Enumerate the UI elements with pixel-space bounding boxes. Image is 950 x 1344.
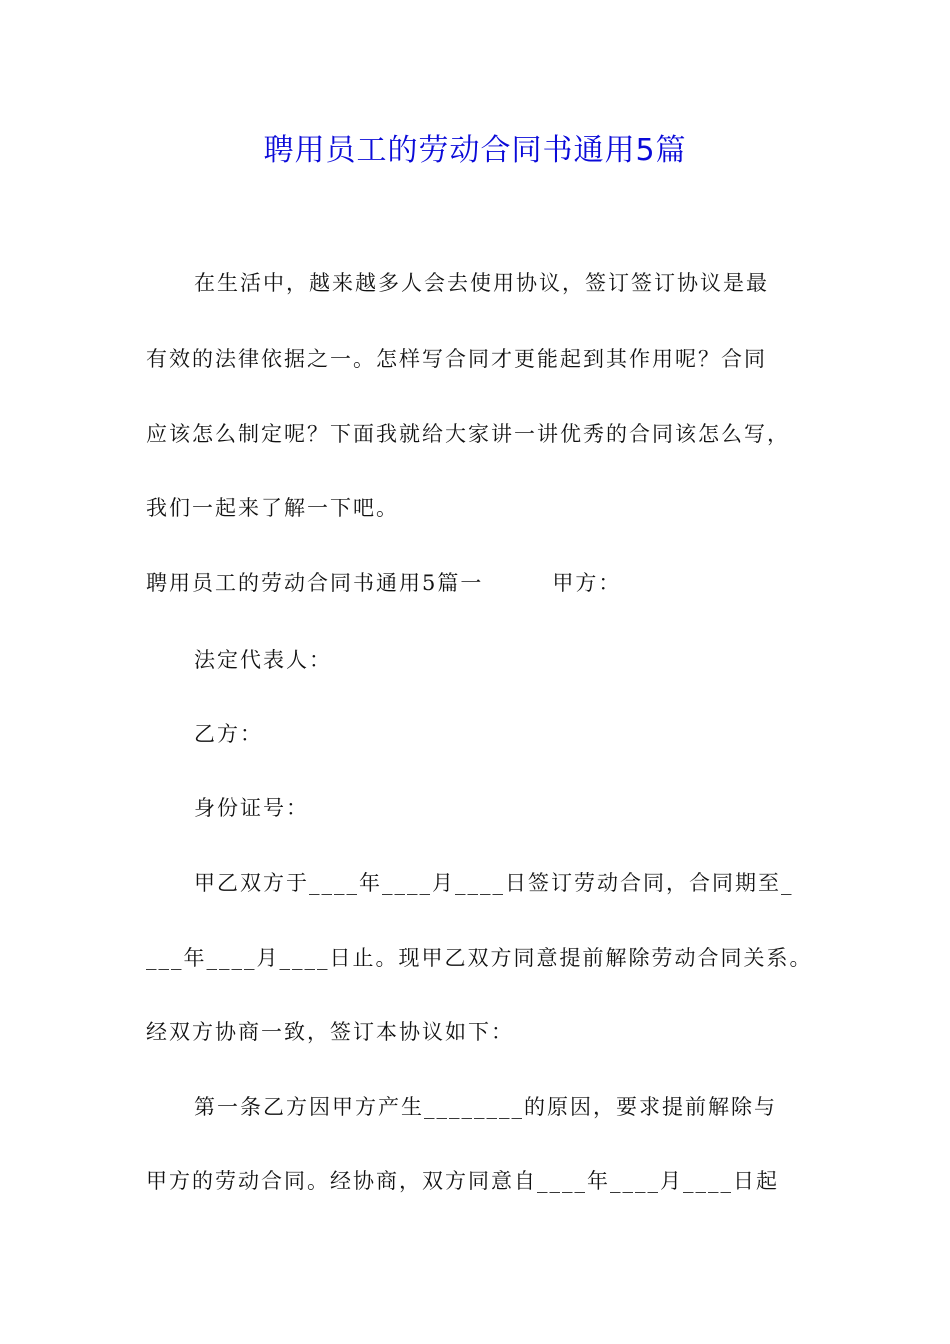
field-id-number: 身份证号： xyxy=(194,796,309,820)
section-heading-line: 聘用员工的劳动合同书通用5篇一 甲方： xyxy=(146,571,622,595)
paragraph-line: 有效的法律依据之一。怎样写合同才更能起到其作用呢？合同 xyxy=(146,347,767,371)
paragraph-line: 甲乙双方于____年____月____日签订劳动合同，合同期至_ xyxy=(194,871,794,895)
paragraph-line: 甲方的劳动合同。经协商，双方同意自____年____月____日起 xyxy=(146,1169,779,1193)
paragraph-line: 在生活中，越来越多人会去使用协议，签订签订协议是最 xyxy=(194,271,769,295)
paragraph-line: 第一条乙方因甲方产生________的原因，要求提前解除与 xyxy=(194,1095,777,1119)
paragraph-line: ___年____月____日止。现甲乙双方同意提前解除劳动合同关系。 xyxy=(146,946,813,970)
paragraph-line: 我们一起来了解一下吧。 xyxy=(146,496,399,520)
document-title: 聘用员工的劳动合同书通用5篇 xyxy=(263,133,687,168)
field-legal-representative: 法定代表人： xyxy=(194,648,332,672)
paragraph-line: 应该怎么制定呢？下面我就给大家讲一讲优秀的合同该怎么写， xyxy=(146,422,790,446)
field-party-b: 乙方： xyxy=(194,722,263,746)
paragraph-line: 经双方协商一致，签订本协议如下： xyxy=(146,1020,514,1044)
